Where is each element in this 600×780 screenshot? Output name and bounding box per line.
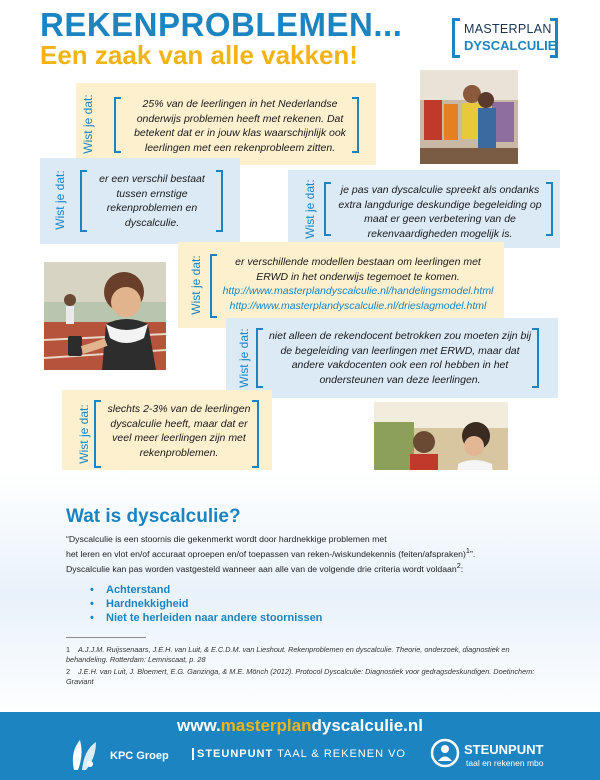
- definition-line-2: het leren en vlot en/of accuraat oproepen en/of toepassen van reken-/wiskundekennis (feiten/afspraken): [66, 548, 466, 559]
- definition-line-2-end: ”.: [469, 548, 476, 559]
- footnote-divider: [66, 637, 146, 638]
- fact-text-2: er een verschil bestaat tussen ernstige rekenproblemen en dyscalculie.: [99, 173, 205, 229]
- steunpunt-vo-a: STEUNPUNT: [192, 748, 273, 760]
- steunpunt-vo-b: TAAL & REKENEN VO: [273, 748, 406, 760]
- wist-label-1: Wist je dat:: [81, 94, 95, 154]
- bracket-right-2: [216, 170, 223, 232]
- wist-label-2: Wist je dat:: [53, 170, 67, 230]
- fact-box-4: [178, 242, 504, 328]
- logo-line2: DYSCALCULIE: [464, 38, 557, 53]
- bracket-left-2: [80, 170, 87, 232]
- website-link[interactable]: [0, 716, 600, 736]
- kpc-leaf-icon: [66, 734, 102, 774]
- footnote-ref-2: 2: [456, 560, 461, 570]
- fact-box-2: [40, 158, 240, 244]
- page-subtitle: Een zaak van alle vakken!: [40, 40, 358, 70]
- fact-text-4: [220, 255, 496, 313]
- footnote-number-1: 1: [66, 645, 71, 654]
- logo-line1: MASTERPLAN: [464, 22, 552, 36]
- footnote-2: [66, 667, 536, 687]
- bracket-right-6: [252, 400, 259, 468]
- criteria-item: • Niet te herleiden naar andere stoornissen: [90, 611, 322, 625]
- photo-runner: [44, 262, 166, 370]
- bracket-right-5: [532, 328, 539, 388]
- bracket-left-5: [256, 328, 263, 388]
- kpc-logo-text: KPC Groep: [110, 750, 169, 762]
- steunpunt-mbo-title: STEUNPUNT: [464, 742, 544, 757]
- criteria-item: • Hardnekkigheid: [90, 597, 322, 611]
- bracket-left-6: [94, 400, 101, 468]
- bracket-right-1: [352, 97, 359, 153]
- link-handelingsmodel[interactable]: http://www.masterplandyscalculie.nl/handelingsmodel.html: [222, 285, 494, 297]
- footnote-text-2: J.E.H. van Luit, J. Bloemert, E.G. Ganzinga, & M.E. Mönch (2012). Protocol Dyscalculie: Diagnostiek voor gedragsdeskundigen. Doetinchem: Graviant: [66, 667, 535, 686]
- wist-label-3: Wist je dat:: [303, 179, 317, 239]
- footer: [0, 712, 600, 780]
- fact-text-6: slechts 2-3% van de leerlingen dyscalculie heeft, maar dat er veel meer leerlingen zijn met rekenproblemen.: [107, 403, 251, 459]
- steunpunt-vo-logo: [192, 748, 406, 760]
- wist-label-4: Wist je dat:: [189, 255, 203, 315]
- wist-label-6: Wist je dat:: [77, 404, 91, 464]
- footnote-number-2: 2: [66, 667, 71, 676]
- photo-clothing-shop: [420, 70, 518, 164]
- footnote-ref-1: 1: [465, 546, 470, 555]
- steunpunt-mbo-icon: [430, 738, 460, 768]
- bracket-left-4: [210, 254, 217, 318]
- url-suffix: dyscalculie.nl: [311, 716, 423, 735]
- criteria-list: [90, 583, 322, 625]
- footnote-text-1: A.J.J.M. Ruijssenaars, J.E.H. van Luit, & E.C.D.M. van Lieshout. Rekenproblemen en dyscalculie. Theorie, onderzoek, diagnostiek en behandeling. Rotterdam: Lemniscaat, p. 28: [66, 645, 510, 664]
- section-heading: Wat is dyscalculie?: [66, 506, 241, 527]
- url-highlight: masterplan: [220, 716, 312, 735]
- wist-label-5: Wist je dat:: [237, 328, 251, 388]
- bracket-left-3: [324, 182, 331, 236]
- masterplan-logo: [452, 18, 558, 60]
- definition-line-3: Dyscalculie kan pas worden vastgesteld wanneer aan alle van de volgende drie criteria wordt voldaan: [66, 563, 457, 574]
- definition-line-1: “Dyscalculie is een stoornis die gekenmerkt wordt door hardnekkige problemen met: [66, 534, 387, 544]
- fact-box-3: [288, 170, 560, 248]
- fact-text-3: je pas van dyscalculie spreekt als ondanks extra langdurige deskundige begeleiding op maat er geen verbetering van de rekenvaardigheden mogelijk is.: [338, 184, 542, 240]
- fact-box-1: [76, 83, 376, 165]
- bracket-right-3: [546, 182, 553, 236]
- page-title: REKENPROBLEMEN...: [40, 6, 403, 43]
- fact-text-1: 25% van de leerlingen in het Nederlandse onderwijs problemen heeft met rekenen. Dat betekent dat er in jouw klas waarschijnlijk ook leerlingen met een rekenprobleem zitten.: [134, 98, 346, 154]
- definition-text: [66, 533, 536, 575]
- criteria-item: • Achterstand: [90, 583, 322, 597]
- fact-box-5: [226, 318, 558, 398]
- url-prefix: www.: [177, 716, 221, 735]
- steunpunt-mbo-subtitle: taal en rekenen mbo: [466, 758, 544, 768]
- link-drieslagmodel[interactable]: http://www.masterplandyscalculie.nl/drieslagmodel.html: [229, 299, 487, 312]
- logo-bracket-left: [452, 18, 460, 58]
- logo-bracket-right: [550, 18, 558, 58]
- bracket-left-1: [114, 97, 121, 153]
- fact-text-4-body: er verschillende modellen bestaan om leerlingen met ERWD in het onderwijs tegemoet te komen.: [235, 256, 481, 283]
- footnote-1: [66, 645, 536, 665]
- definition-line-3-end: :: [460, 563, 464, 574]
- fact-box-6: [62, 390, 272, 478]
- fact-text-5: niet alleen de rekendocent betrokken zou moeten zijn bij de begeleiding van leerlingen met ERWD, maar dat andere vakdocenten ook een rol hebben in het ondersteunen van deze leerlingen.: [268, 330, 532, 386]
